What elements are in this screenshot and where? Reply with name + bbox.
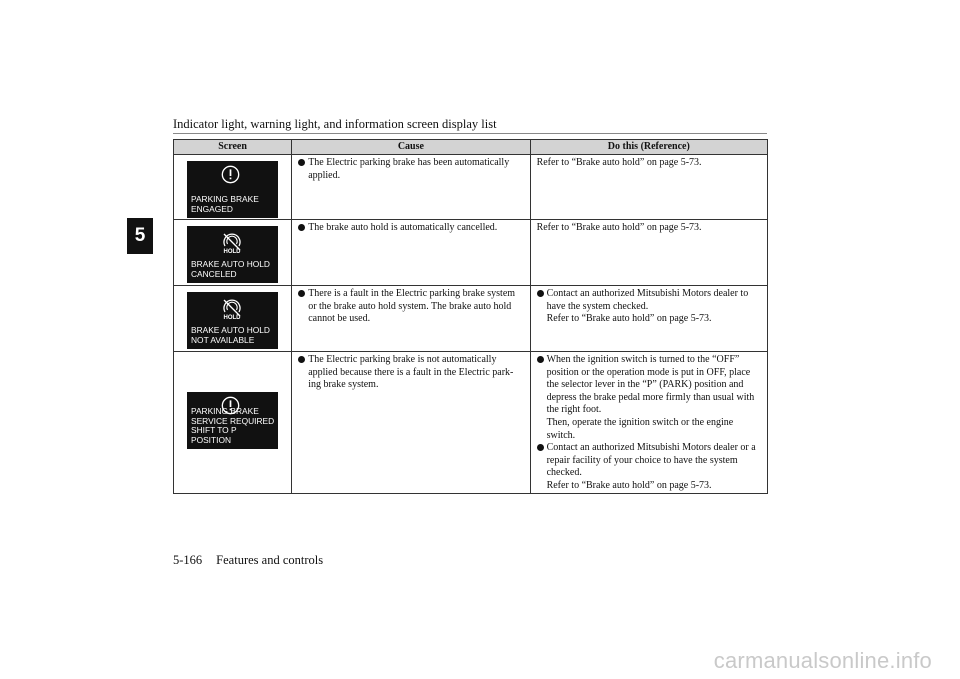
screen-cell (174, 220, 292, 286)
action-text: When the ignition switch is turned to the “OFF” position or the operation mode is put in OFF, place the selector lever in the “P” (PARK) position and depress the brake pedal more firmly than usual with the right foot. Then, operate the ignition switch or the engine switch. (546, 354, 755, 441)
cause-text: The brake auto hold is automatically cancelled. (308, 222, 498, 233)
action-cell (530, 352, 767, 494)
action-bullet (537, 442, 761, 492)
screen-message-line: BRAKE AUTO HOLD (191, 325, 270, 335)
bullet-dot-icon (537, 290, 544, 297)
cause-bullet (298, 354, 523, 392)
section-name: Features and controls (216, 553, 324, 567)
screen-message-line: NOT AVAILABLE (191, 334, 255, 345)
exclamation-circle-icon (221, 165, 240, 184)
cause-cell (292, 220, 530, 286)
action-cell (530, 155, 767, 220)
bullet-dot-icon (298, 224, 305, 231)
table-header-row (174, 140, 768, 155)
svg-text:HOLD: HOLD (223, 315, 241, 320)
action-text: Contact an authorized Mitsubishi Motors dealer to have the system checked. Refer to “Brake auto hold” on page 5-73. (546, 288, 749, 325)
cause-bullet (298, 157, 523, 182)
svg-text:HOLD: HOLD (223, 249, 241, 254)
brake-auto-hold-off-icon (220, 230, 244, 254)
action-bullet (537, 288, 761, 326)
information-screen (187, 392, 278, 449)
screen-message-line: SHIFT TO P POSITION (191, 425, 237, 445)
information-screen (187, 161, 278, 218)
column-header-cause: Cause (292, 140, 530, 155)
action-cell (530, 286, 767, 352)
cause-text: There is a fault in the Electric parking brake system or the brake auto hold system. The brake auto hold cannot be used. (308, 288, 516, 325)
screen-cell (174, 155, 292, 220)
screen-message-line: ENGAGED (191, 203, 233, 214)
bullet-dot-icon (298, 356, 305, 363)
table-row (174, 155, 768, 220)
brake-auto-hold-off-icon (220, 296, 244, 320)
screen-cell (174, 286, 292, 352)
page-footer (173, 553, 323, 568)
action-text: Contact an authorized Mitsubishi Motors dealer or a repair facility of your choice to have the system checked. Refer to “Brake auto hold” on page 5-73. (546, 442, 756, 491)
page-number: 5-166 (173, 553, 203, 567)
table-row (174, 352, 768, 494)
cause-bullet (298, 222, 523, 235)
chapter-tab: 5 (127, 218, 153, 254)
screen-message-line: CANCELED (191, 268, 237, 279)
bullet-dot-icon (537, 356, 544, 363)
bullet-dot-icon (298, 159, 305, 166)
table-row (174, 286, 768, 352)
action-cell (530, 220, 767, 286)
header-rule (173, 133, 767, 134)
screen-cell (174, 352, 292, 494)
cause-bullet (298, 288, 523, 326)
column-header-action: Do this (Reference) (530, 140, 767, 155)
screen-message (191, 407, 278, 445)
cause-cell (292, 155, 530, 220)
screen-message (191, 260, 270, 279)
screen-message-line: PARKING BRAKE (191, 406, 259, 416)
cause-text: The Electric parking brake is not automatically applied because there is a fault in the Electric park-ing brake system. (308, 354, 514, 391)
display-list-table (173, 139, 768, 494)
column-header-screen: Screen (174, 140, 292, 155)
bullet-dot-icon (537, 444, 544, 451)
information-screen (187, 226, 278, 283)
screen-message-line: BRAKE AUTO HOLD (191, 259, 270, 269)
cause-cell (292, 352, 530, 494)
watermark: carmanualsonline.info (713, 648, 932, 673)
action-reference: Refer to “Brake auto hold” on page 5-73. (536, 222, 702, 233)
screen-message-line: PARKING BRAKE (191, 194, 259, 204)
action-bullet (537, 354, 761, 442)
cause-cell (292, 286, 530, 352)
action-reference: Refer to “Brake auto hold” on page 5-73. (536, 157, 702, 168)
screen-message-line: SERVICE REQUIRED (191, 415, 275, 426)
cause-text: The Electric parking brake has been automatically applied. (308, 157, 510, 181)
screen-message (191, 195, 259, 214)
bullet-dot-icon (298, 290, 305, 297)
information-screen (187, 292, 278, 349)
screen-message (191, 326, 270, 345)
page-header-title: Indicator light, warning light, and information screen display list (173, 117, 497, 131)
table-row (174, 220, 768, 286)
